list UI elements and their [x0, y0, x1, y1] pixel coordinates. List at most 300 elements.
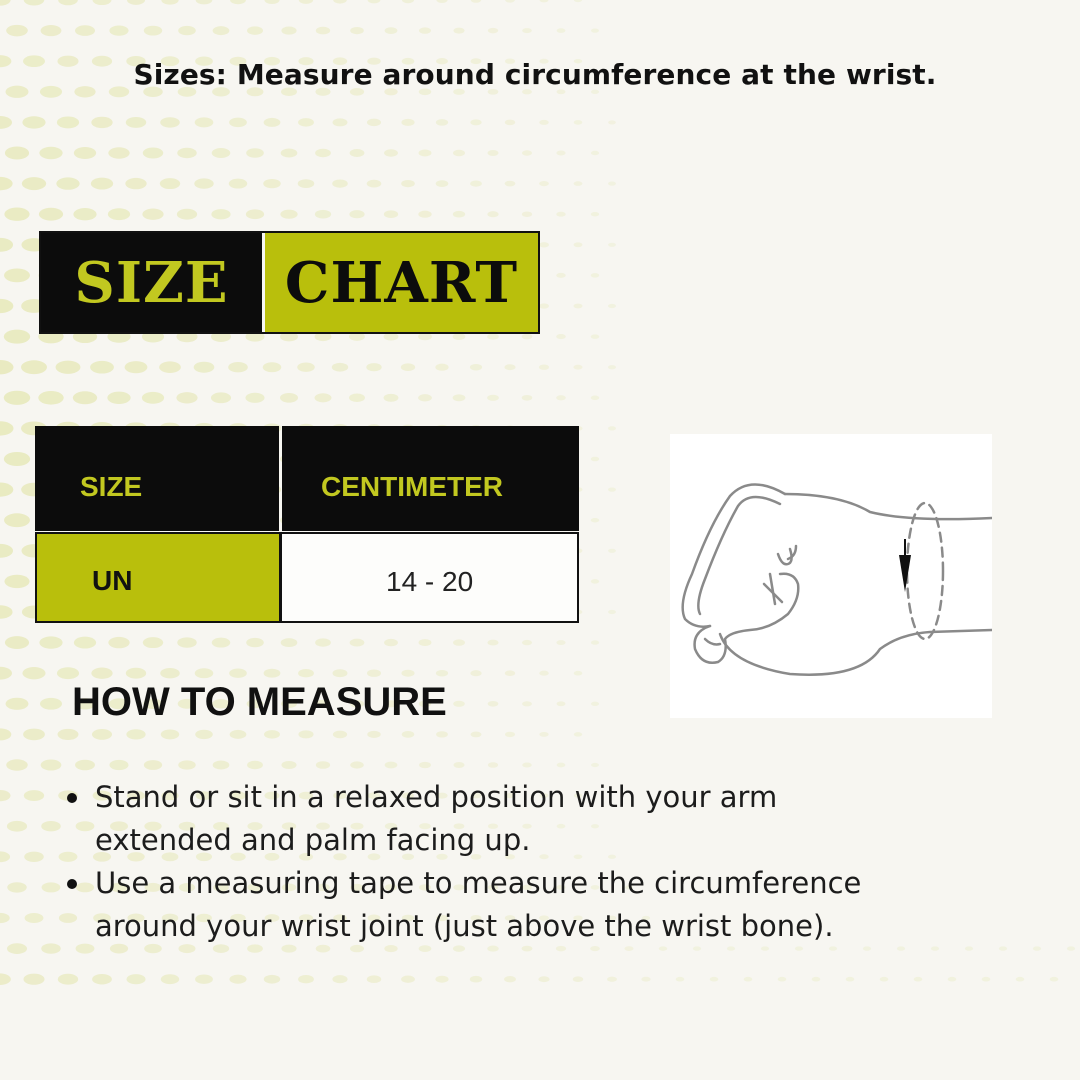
- background-dot: [505, 120, 515, 126]
- background-dot: [298, 118, 314, 126]
- background-dot: [74, 637, 96, 649]
- background-dot: [160, 178, 180, 189]
- background-dot: [177, 148, 196, 158]
- background-dot: [487, 150, 498, 156]
- background-dot: [0, 728, 11, 740]
- background-dot: [333, 669, 348, 677]
- background-dot: [195, 117, 214, 127]
- background-dot: [505, 670, 515, 676]
- background-dot: [846, 977, 855, 982]
- background-dot: [948, 977, 957, 982]
- background-dot: [812, 977, 821, 982]
- background-dot: [280, 393, 298, 403]
- background-dot: [229, 118, 247, 127]
- background-dot: [144, 760, 162, 770]
- background-dot: [57, 667, 79, 679]
- background-dot: [39, 208, 63, 221]
- background-dot: [522, 640, 532, 645]
- background-dot: [264, 669, 281, 678]
- background-dot: [281, 149, 298, 158]
- background-dot: [21, 360, 47, 374]
- background-dot: [315, 638, 331, 646]
- background-dot: [591, 212, 599, 216]
- background-dot: [522, 701, 532, 706]
- background-dot: [264, 730, 280, 738]
- background-dot: [108, 637, 129, 648]
- background-dot: [401, 119, 414, 126]
- background-dot: [556, 640, 565, 645]
- background-dot: [194, 178, 213, 188]
- background-dot: [281, 761, 296, 769]
- background-dot: [91, 178, 113, 190]
- background-dot: [4, 207, 29, 220]
- background-dot: [4, 391, 30, 405]
- background-dot: [56, 177, 79, 189]
- background-dot: [108, 208, 130, 220]
- background-dot: [367, 731, 380, 738]
- background-dot: [41, 759, 62, 770]
- background-dot: [22, 116, 45, 128]
- background-dot: [522, 211, 532, 217]
- background-dot: [0, 0, 11, 6]
- background-dot: [1033, 946, 1041, 950]
- background-dot: [212, 148, 231, 158]
- table-cell-centimeter-value: 14 - 20: [386, 566, 474, 597]
- background-dot: [0, 913, 10, 923]
- background-dot: [0, 790, 11, 801]
- background-dot: [42, 882, 61, 892]
- background-dot: [591, 457, 599, 462]
- background-dot: [505, 0, 515, 3]
- background-dot: [5, 636, 29, 649]
- background-dot: [436, 180, 449, 187]
- background-dot: [591, 763, 599, 767]
- background-dot: [539, 120, 549, 125]
- background-dot: [195, 974, 213, 983]
- background-dot: [418, 394, 432, 401]
- background-dot: [418, 211, 431, 218]
- background-dot: [0, 238, 13, 252]
- background-dot: [608, 304, 616, 308]
- background-dot: [144, 26, 162, 36]
- background-dot: [574, 120, 583, 125]
- background-dot: [435, 364, 448, 371]
- background-dot: [419, 27, 431, 33]
- background-dot: [931, 946, 939, 950]
- background-dot: [608, 182, 616, 186]
- background-dot: [573, 976, 584, 982]
- background-dot: [401, 976, 415, 983]
- background-dot: [608, 365, 616, 369]
- background-dot: [385, 27, 398, 34]
- background-dot: [880, 977, 889, 982]
- background-dot: [0, 177, 13, 190]
- background-dot: [230, 0, 246, 4]
- background-dot: [109, 25, 128, 35]
- list-item: [60, 776, 920, 862]
- background-dot: [504, 364, 515, 370]
- background-dot: [142, 392, 164, 404]
- background-dot: [195, 730, 213, 739]
- background-dot: [161, 729, 179, 739]
- background-dot: [470, 670, 481, 676]
- background-dot: [107, 392, 130, 404]
- wrist-hand-icon: [670, 434, 992, 718]
- background-dot: [574, 242, 583, 247]
- background-dot: [211, 392, 231, 403]
- background-dot: [574, 0, 582, 2]
- background-dot: [40, 698, 62, 710]
- background-dot: [298, 730, 313, 738]
- background-dot: [0, 116, 12, 129]
- background-dot: [73, 391, 97, 404]
- background-dot: [298, 179, 314, 188]
- background-dot: [0, 482, 13, 496]
- background-dot: [24, 790, 44, 801]
- background-dot: [23, 729, 45, 741]
- background-dot: [333, 118, 348, 126]
- background-dot: [591, 640, 599, 644]
- background-dot: [487, 211, 498, 217]
- background-dot: [316, 27, 330, 35]
- background-dot: [75, 25, 95, 36]
- background-dot: [470, 364, 482, 370]
- background-dot: [298, 975, 314, 983]
- step-text: Use a measuring tape to measure the circumference around your wrist joint (just above the wrist bone).: [95, 866, 862, 943]
- background-dot: [591, 334, 599, 339]
- background-dot: [229, 975, 246, 984]
- background-dot: [591, 396, 599, 401]
- background-dot: [247, 761, 263, 769]
- background-dot: [418, 333, 432, 340]
- background-dot: [384, 210, 398, 218]
- background-dot: [247, 26, 263, 35]
- background-dot: [229, 179, 247, 189]
- background-dot: [538, 976, 549, 982]
- background-dot: [591, 702, 599, 706]
- background-dot: [914, 977, 923, 982]
- background-dot: [22, 177, 46, 190]
- background-dot: [539, 732, 548, 737]
- background-dot: [608, 243, 616, 247]
- background-dot: [92, 974, 112, 985]
- background-dot: [453, 701, 465, 707]
- background-dot: [641, 977, 650, 982]
- background-dot: [744, 977, 753, 982]
- background-dot: [384, 639, 398, 646]
- background-dot: [487, 640, 498, 646]
- background-dot: [281, 27, 296, 35]
- background-dot: [505, 181, 516, 187]
- background-dot: [402, 0, 414, 3]
- background-dot: [1050, 977, 1059, 982]
- background-dot: [315, 393, 332, 402]
- background-dot: [333, 0, 347, 4]
- background-dot: [522, 28, 532, 33]
- background-dot: [591, 579, 599, 583]
- background-dot: [710, 977, 719, 982]
- background-dot: [436, 0, 447, 3]
- background-dot: [402, 731, 415, 738]
- background-dot: [127, 0, 145, 5]
- background-dot: [126, 974, 145, 984]
- background-dot: [24, 0, 44, 5]
- background-dot: [350, 149, 365, 157]
- background-dot: [419, 639, 432, 646]
- background-dot: [0, 851, 10, 862]
- background-dot: [194, 362, 215, 373]
- background-dot: [608, 487, 616, 491]
- background-dot: [385, 762, 398, 769]
- background-dot: [246, 148, 264, 157]
- measure-steps-list: [60, 776, 920, 948]
- background-dot: [246, 209, 264, 219]
- background-dot: [91, 117, 112, 128]
- background-dot: [367, 975, 381, 983]
- background-dot: [591, 518, 599, 522]
- bullet-icon: [67, 879, 77, 889]
- background-dot: [23, 974, 44, 985]
- background-dot: [591, 28, 599, 32]
- background-dot: [488, 701, 499, 707]
- background-dot: [333, 731, 347, 739]
- background-dot: [453, 762, 464, 768]
- background-dot: [213, 26, 230, 35]
- background-dot: [39, 636, 62, 648]
- table-cell-size: [35, 532, 281, 623]
- background-dot: [540, 0, 549, 2]
- background-dot: [281, 638, 298, 647]
- background-dot: [0, 544, 13, 558]
- background-dot: [1067, 946, 1075, 950]
- background-dot: [73, 208, 96, 220]
- table-header-size-label: SIZE: [80, 471, 143, 502]
- background-dot: [126, 117, 146, 128]
- background-dot: [522, 150, 532, 155]
- background-dot: [522, 762, 531, 767]
- background-dot: [350, 639, 365, 647]
- background-dot: [6, 25, 28, 37]
- background-dot: [350, 761, 363, 768]
- background-dot: [401, 670, 414, 677]
- background-dot: [556, 151, 565, 156]
- background-dot: [367, 119, 381, 126]
- background-dot: [0, 421, 13, 435]
- background-dot: [608, 426, 616, 430]
- background-dot: [557, 701, 566, 706]
- table-header-centimeter-label: CENTIMETER: [321, 471, 503, 502]
- background-dot: [505, 732, 515, 737]
- background-dot: [125, 178, 146, 189]
- background-dot: [574, 671, 583, 676]
- background-dot: [471, 731, 482, 737]
- background-dot: [299, 0, 313, 4]
- background-dot: [195, 668, 214, 678]
- background-dot: [25, 913, 44, 923]
- background-dot: [574, 304, 583, 309]
- background-dot: [315, 210, 331, 219]
- background-dot: [504, 976, 516, 982]
- background-dot: [574, 732, 582, 736]
- background-dot: [39, 147, 62, 159]
- background-dot: [58, 729, 79, 740]
- background-dot: [539, 365, 549, 370]
- size-chart-banner: [39, 231, 540, 334]
- background-dot: [556, 395, 566, 400]
- background-dot: [125, 361, 148, 373]
- background-dot: [229, 668, 247, 677]
- how-to-measure-heading: HOW TO MEASURE: [72, 680, 447, 724]
- background-dot: [41, 821, 60, 831]
- background-dot: [160, 117, 180, 127]
- background-dot: [109, 760, 128, 770]
- background-dot: [246, 638, 264, 647]
- background-dot: [608, 120, 616, 124]
- background-dot: [143, 148, 163, 159]
- background-dot: [196, 0, 213, 4]
- background-dot: [75, 760, 95, 771]
- background-dot: [488, 762, 498, 767]
- background-dot: [178, 760, 195, 769]
- background-dot: [368, 0, 381, 3]
- background-dot: [332, 363, 348, 372]
- background-dot: [539, 181, 549, 186]
- background-dot: [264, 975, 280, 984]
- background-dot: [38, 391, 63, 405]
- background-dot: [573, 365, 582, 370]
- background-dot: [315, 149, 331, 157]
- background-dot: [264, 118, 281, 127]
- background-dot: [0, 299, 13, 313]
- table-cell-size-value: UN: [92, 565, 133, 596]
- table-header-centimeter: [282, 426, 579, 531]
- background-dot: [471, 0, 481, 3]
- background-dot: [245, 393, 264, 403]
- table-cell-centimeter: [280, 532, 579, 623]
- background-dot: [453, 28, 464, 34]
- background-dot: [57, 116, 79, 128]
- background-dot: [7, 943, 27, 954]
- background-dot: [280, 210, 297, 219]
- wrist-measure-illustration: [670, 434, 992, 718]
- background-dot: [401, 363, 415, 371]
- background-dot: [0, 605, 13, 618]
- background-dot: [367, 669, 381, 676]
- background-dot: [778, 977, 787, 982]
- background-dot: [556, 334, 566, 339]
- background-dot: [41, 25, 62, 36]
- background-dot: [488, 28, 498, 34]
- background-dot: [58, 0, 78, 5]
- background-dot: [6, 759, 27, 770]
- background-dot: [126, 729, 145, 739]
- background-dot: [401, 180, 415, 187]
- background-dot: [522, 334, 533, 340]
- background-dot: [436, 670, 448, 677]
- background-dot: [93, 0, 112, 5]
- background-dot: [470, 119, 481, 125]
- background-dot: [4, 575, 29, 588]
- background-dot: [556, 273, 565, 278]
- background-dot: [419, 762, 431, 768]
- background-dot: [228, 362, 248, 372]
- background-dot: [453, 150, 465, 156]
- background-dot: [213, 761, 230, 770]
- background-dot: [41, 943, 60, 953]
- table-header-size: [35, 426, 279, 531]
- background-dot: [591, 151, 599, 155]
- background-dot: [108, 147, 129, 158]
- background-dot: [7, 882, 26, 892]
- background-dot: [56, 361, 81, 374]
- background-dot: [332, 179, 348, 187]
- background-dot: [74, 147, 96, 159]
- background-dot: [999, 946, 1007, 950]
- background-dot: [0, 360, 13, 374]
- background-dot: [470, 976, 482, 983]
- background-dot: [297, 363, 314, 372]
- background-dot: [178, 26, 196, 35]
- background-dot: [90, 361, 114, 374]
- background-dot: [4, 330, 30, 344]
- background-dot: [1016, 977, 1025, 982]
- background-dot: [556, 212, 565, 217]
- background-dot: [487, 395, 499, 401]
- background-dot: [384, 394, 399, 402]
- bullet-icon: [67, 793, 77, 803]
- background-dot: [176, 392, 197, 403]
- background-dot: [965, 946, 973, 950]
- banner-size-text: SIZE: [41, 233, 262, 332]
- background-dot: [453, 333, 466, 340]
- background-dot: [435, 976, 448, 983]
- background-dot: [4, 452, 30, 466]
- background-dot: [366, 363, 381, 371]
- background-dot: [557, 763, 566, 768]
- background-dot: [211, 209, 230, 219]
- background-dot: [264, 0, 279, 4]
- background-dot: [159, 361, 181, 373]
- background-dot: [142, 209, 163, 220]
- background-dot: [350, 27, 364, 34]
- background-dot: [608, 549, 616, 553]
- background-dot: [161, 0, 178, 5]
- background-dot: [384, 149, 398, 156]
- background-dot: [160, 668, 179, 678]
- background-dot: [4, 513, 30, 527]
- background-dot: [263, 179, 280, 188]
- background-dot: [161, 974, 179, 984]
- background-dot: [607, 977, 617, 982]
- background-dot: [557, 28, 566, 33]
- background-dot: [22, 667, 45, 679]
- page-subtitle: Sizes: Measure around circumference at the wrist.: [133, 58, 937, 91]
- background-dot: [230, 730, 247, 739]
- background-dot: [453, 639, 465, 645]
- list-item: [60, 862, 920, 948]
- background-dot: [436, 119, 448, 126]
- background-dot: [591, 273, 599, 277]
- background-dot: [126, 668, 146, 679]
- background-dot: [4, 268, 30, 282]
- background-dot: [349, 394, 365, 402]
- background-dot: [177, 637, 196, 647]
- background-dot: [0, 973, 11, 985]
- background-dot: [574, 181, 583, 186]
- background-dot: [298, 669, 314, 677]
- background-dot: [5, 147, 29, 160]
- background-dot: [349, 210, 364, 218]
